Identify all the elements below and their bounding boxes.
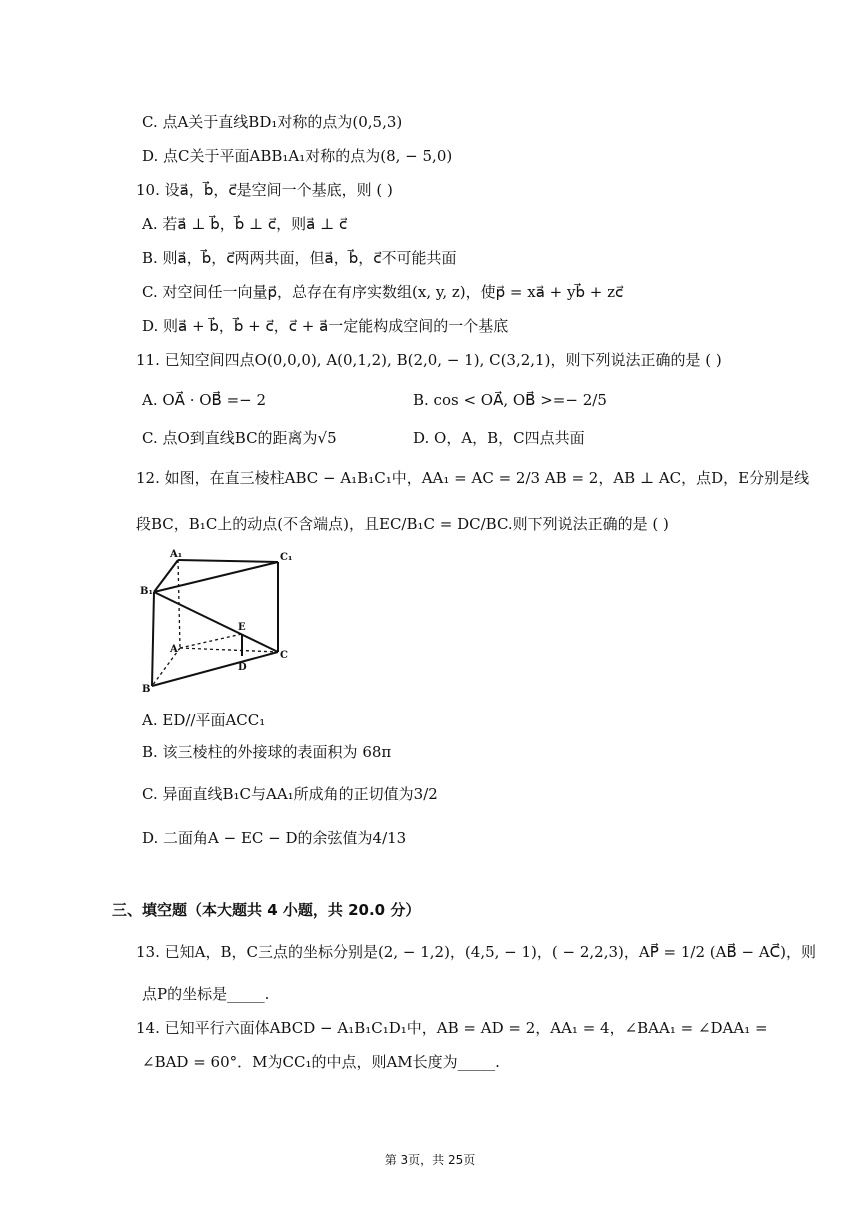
label-b: B xyxy=(142,684,151,695)
option-9c: C. 点A关于直线BD₁对称的点为(0,5,3) xyxy=(142,113,403,131)
option-11a: A. OA⃗ · OB⃗ =− 2 xyxy=(142,391,267,409)
option-10c: C. 对空间任一向量p⃗，总存在有序实数组(x, y, z)，使p⃗ = xa⃗ + yb⃗ + zc⃗ xyxy=(142,283,624,301)
label-d: D xyxy=(238,662,247,673)
option-11b: B. cos < OA⃗, OB⃗ >=− 2/5 xyxy=(413,391,607,409)
option-11c: C. 点O到直线BC的距离为√5 xyxy=(142,429,337,447)
label-c: C xyxy=(280,650,288,661)
option-10d: D. 则a⃗ + b⃗，b⃗ + c⃗，c⃗ + a⃗一定能构成空间的一个基底 xyxy=(142,317,509,335)
label-b1: B₁ xyxy=(140,586,153,597)
label-a1: A₁ xyxy=(170,549,183,560)
option-10b: B. 则a⃗，b⃗，c⃗两两共面，但a⃗，b⃗，c⃗不可能共面 xyxy=(142,249,457,267)
question-11: 11. 已知空间四点O(0,0,0), A(0,1,2), B(2,0, − 1), C(3,2,1)，则下列说法正确的是 ( ) xyxy=(136,351,722,369)
question-10: 10. 设a⃗，b⃗，c⃗是空间一个基底，则 ( ) xyxy=(136,181,393,199)
question-13-cont: 点P的坐标是_____. xyxy=(142,985,270,1003)
question-14-cont: ∠BAD = 60°．M为CC₁的中点，则AM长度为_____. xyxy=(142,1053,500,1071)
question-14: 14. 已知平行六面体ABCD − A₁B₁C₁D₁中，AB = AD = 2，AA₁ = 4，∠BAA₁ = ∠DAA₁ = xyxy=(136,1019,768,1037)
question-13: 13. 已知A，B，C三点的坐标分别是(2, − 1,2)，(4,5, − 1)，( − 2,2,3)，AP⃗ = 1/2 (AB⃗ − AC⃗)，则 xyxy=(136,943,817,961)
label-c1: C₁ xyxy=(280,552,293,563)
question-12-cont: 段BC，B₁C上的动点(不含端点)，且EC/B₁C = DC/BC.则下列说法正确的是 ( ) xyxy=(136,515,669,533)
question-12: 12. 如图，在直三棱柱ABC − A₁B₁C₁中，AA₁ = AC = 2/3 AB = 2，AB ⊥ AC，点D，E分别是线 xyxy=(136,469,810,487)
label-e: E xyxy=(238,622,246,633)
prism-figure xyxy=(138,546,298,696)
option-12d: D. 二面角A − EC − D的余弦值为4/13 xyxy=(142,829,407,847)
page-footer: 第 3页，共 25页 xyxy=(384,1153,476,1167)
option-9d: D. 点C关于平面ABB₁A₁对称的点为(8, − 5,0) xyxy=(142,147,453,165)
option-12c: C. 异面直线B₁C与AA₁所成角的正切值为3/2 xyxy=(142,785,438,803)
option-11d: D. O，A，B，C四点共面 xyxy=(413,429,585,447)
label-a: A xyxy=(170,644,178,655)
option-10a: A. 若a⃗ ⊥ b⃗，b⃗ ⊥ c⃗，则a⃗ ⊥ c⃗ xyxy=(142,215,348,233)
option-12a: A. ED//平面ACC₁ xyxy=(142,711,266,729)
option-12b: B. 该三棱柱的外接球的表面积为 68π xyxy=(142,743,392,761)
section-heading: 三、填空题（本大题共 4 小题，共 20.0 分） xyxy=(112,901,421,919)
